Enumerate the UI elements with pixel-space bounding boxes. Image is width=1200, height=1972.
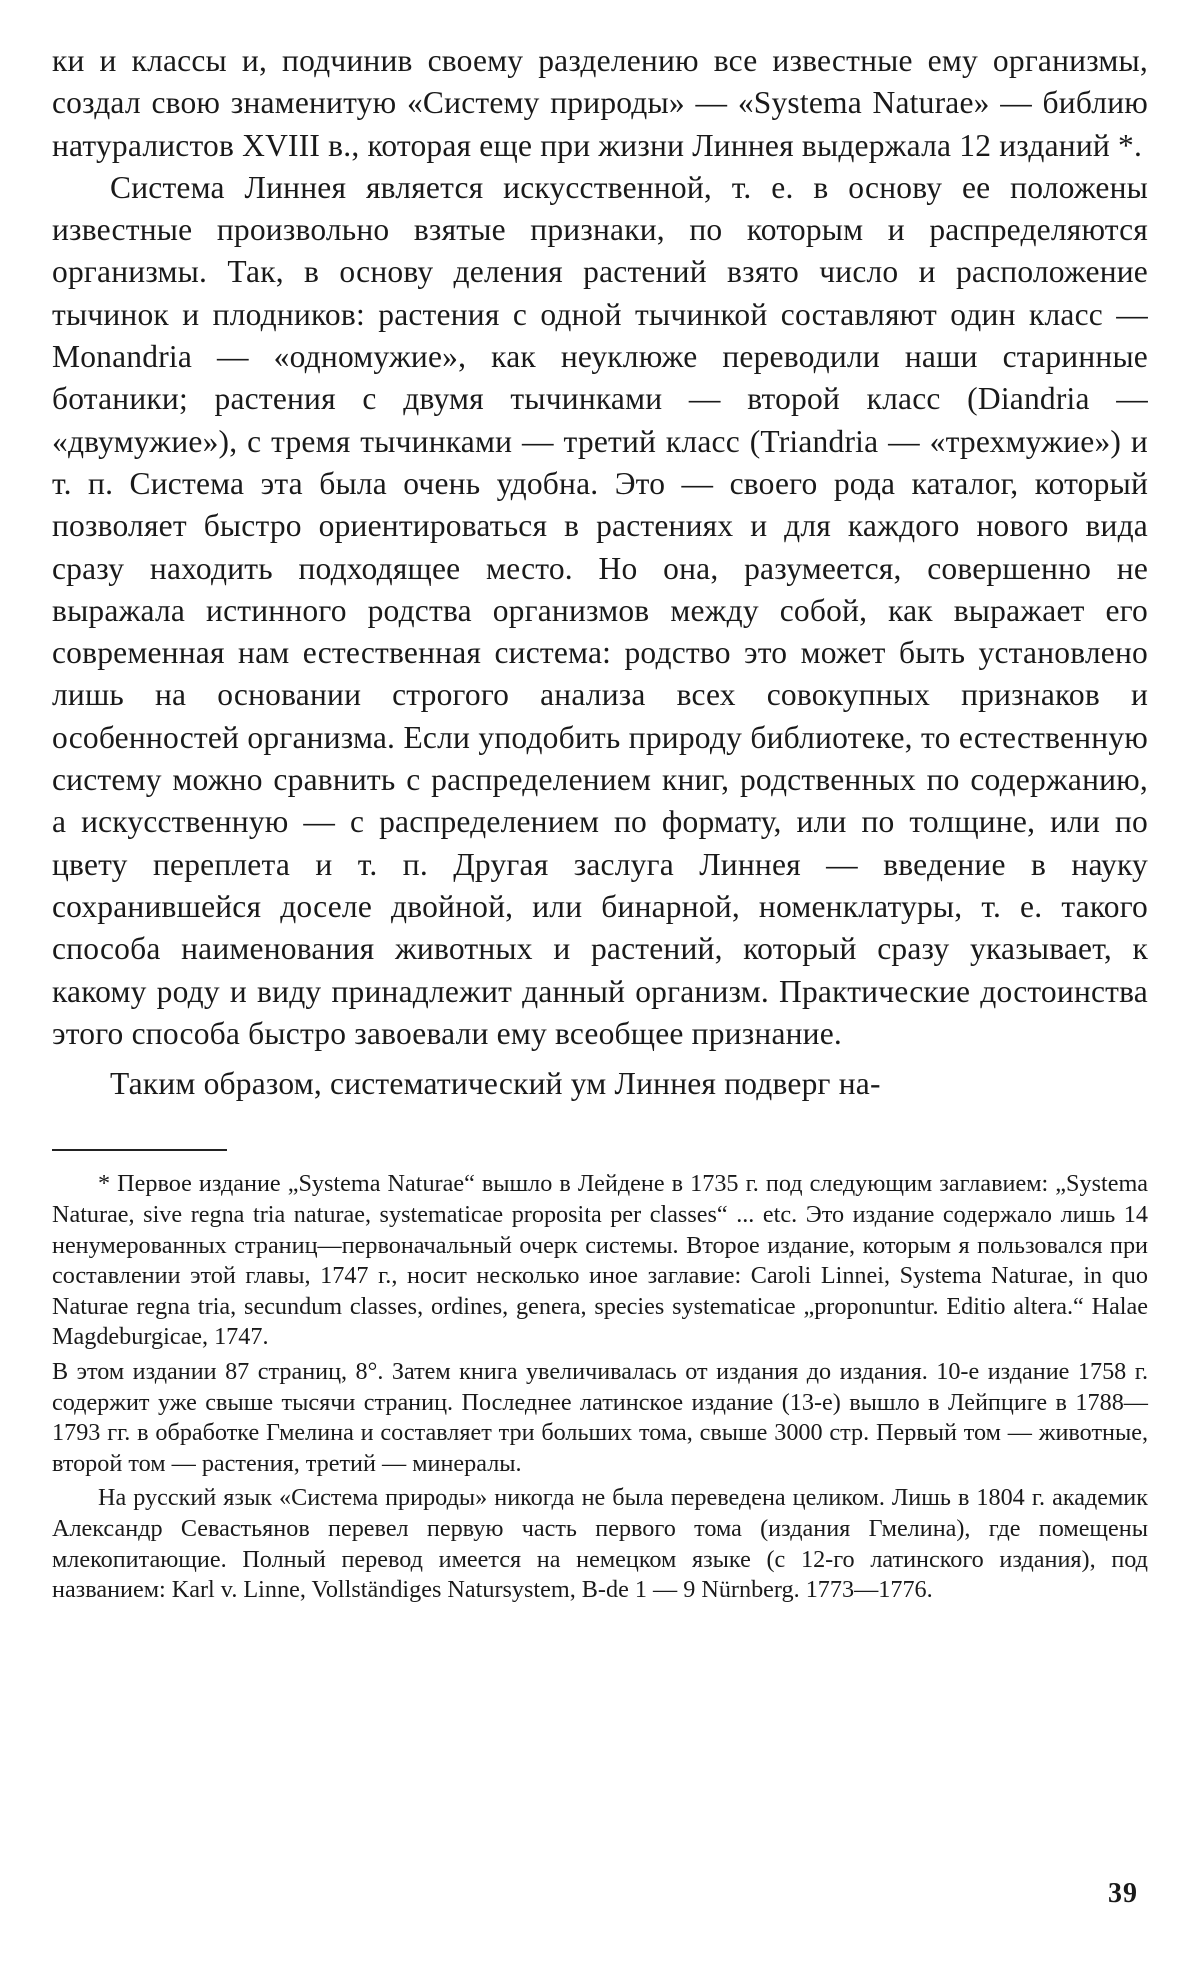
main-text: [52, 40, 1148, 1105]
paragraph-linnaeus-system: Система Линнея является искусственной, т. е. в основу ее положены известные произвольно взятые признаки, по которым и распределяются организмы. Так, в основу деления растений взято число и расположение тычинок и плодников: растения с одной тычинкой составляют один класс — Monandria — «одномужие», как неуклюже переводили наши старинные ботаники; растения с двумя тычинками — второй класс (Diandria — «двумужие»), с тремя тычинками — третий класс (Triandria — «трехмужие») и т. п. Система эта была очень удобна. Это — своего рода каталог, который позволяет быстро ориентироваться в растениях и для каждого нового вида сразу находить подходящее место. Но она, разумеется, совершенно не выражала истинного родства организмов между собой, как выражает его современная нам естественная система: родство это может быть установлено лишь на основании строгого анализа всех совокупных признаков и особенностей организма. Если уподобить природу библиотеке, то естественную систему можно сравнить с распределением книг, родственных по содержанию, а искусственную — с распределением по формату, или по толщине, или по цвету переплета и т. п. Другая заслуга Линнея — введение в науку сохранившейся доселе двойной, или бинарной, номенклатуры, т. е. такого способа наименования животных и растений, который сразу указывает, к какому роду и виду принадлежит данный организм. Практические достоинства этого способа быстро завоевали ему всеобщее признание.: [52, 169, 1148, 1051]
footnote-later-editions: В этом издании 87 страниц, 8°. Затем книга увеличивалась от издания до издания. 10-е издание 1758 г. содержит уже свыше тысячи страниц. Последнее латинское издание (13-е) вышло в Лейпциге в 1788—1793 гг. в обработке Гмелина и составляет три больших тома, свыше 3000 стр. Первый том — животные, второй том — растения, третий — минералы.: [52, 1357, 1148, 1477]
paragraph-final: Таким образом, систематический ум Линнея подверг на-: [110, 1066, 881, 1102]
book-page: [52, 40, 1148, 1940]
footnotes: [52, 1169, 1148, 1605]
paragraph-continuation: ки и классы и, подчинив своему разделению все известные ему организмы, создал свою знаменитую «Систему природы» — «Systema Naturae» — библию натуралистов XVIII в., которая еще при жизни Линнея выдержала 12 изданий *.: [52, 43, 1148, 163]
footnote-divider: [52, 1149, 227, 1151]
footnote-first-edition: * Первое издание „Systema Naturae“ вышло в Лейдене в 1735 г. под следующим заглавием: „Systema Naturae, sive regna tria naturae, systematicae proposita per classes“ ... etc. Это издание содержало лишь 14 ненумерованных страниц—первоначальный очерк системы. Второе издание, которым я пользовался при составлении этой главы, 1747 г., носит несколько иное заглавие: Caroli Linnei, Systema Naturae, in quo Naturae regna tria, secundum classes, ordines, genera, species systematicae „proponuntur. Editio altera.“ Halae Magdeburgicae, 1747.: [52, 1170, 1148, 1351]
footnote-translations: На русский язык «Система природы» никогда не была переведена целиком. Лишь в 1804 г. академик Александр Севастьянов перевел первую часть первого тома (издания Гмелина), где помещены млекопитающие. Полный перевод имеется на немецком языке (с 12-го латинского издания), под названием: Karl v. Linne, Vollständiges Natursystem, B-de 1 — 9 Nürnberg. 1773—1776.: [52, 1484, 1148, 1604]
page-number: 39: [1108, 1878, 1138, 1909]
